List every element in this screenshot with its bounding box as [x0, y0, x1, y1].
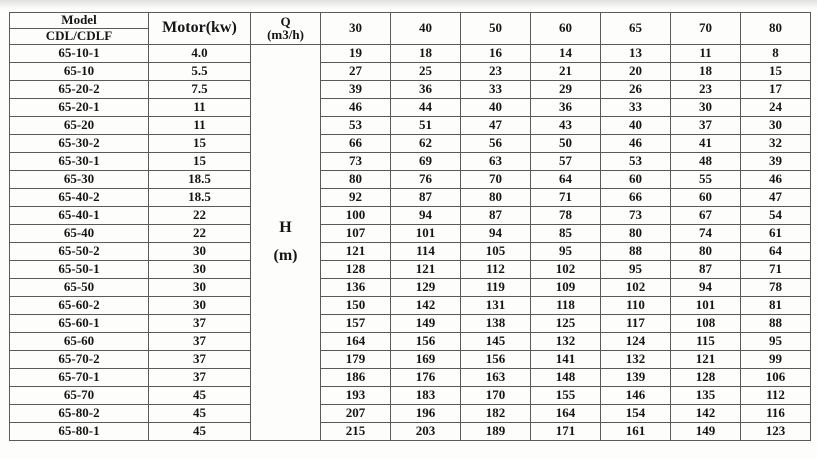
- head-value-cell: 69: [391, 152, 461, 170]
- head-value-cell: 112: [741, 386, 811, 404]
- head-value-cell: 189: [461, 422, 531, 440]
- head-value-cell: 215: [321, 422, 391, 440]
- table-body: [10, 44, 811, 440]
- head-value-cell: 51: [391, 116, 461, 134]
- head-value-cell: 78: [531, 206, 601, 224]
- flow-column-header: 50: [461, 13, 531, 45]
- head-value-cell: 164: [321, 332, 391, 350]
- head-unit: (m): [273, 247, 298, 265]
- motor-power-cell: 30: [149, 242, 251, 260]
- head-value-cell: 203: [391, 422, 461, 440]
- motor-power-cell: 45: [149, 404, 251, 422]
- head-value-cell: 102: [531, 260, 601, 278]
- model-cell: 65-80-1: [10, 422, 149, 440]
- head-value-cell: 48: [671, 152, 741, 170]
- head-value-cell: 171: [531, 422, 601, 440]
- head-value-cell: 101: [671, 296, 741, 314]
- head-value-cell: 142: [671, 404, 741, 422]
- table-row: [10, 422, 811, 440]
- motor-power-cell: 37: [149, 368, 251, 386]
- head-value-cell: 39: [321, 80, 391, 98]
- flow-column-header: 60: [531, 13, 601, 45]
- head-value-cell: 33: [601, 98, 671, 116]
- head-value-cell: 123: [741, 422, 811, 440]
- head-value-cell: 136: [321, 278, 391, 296]
- head-symbol: H: [279, 218, 292, 236]
- model-header-bottom: CDL/CDLF: [10, 28, 149, 44]
- head-value-cell: 78: [741, 278, 811, 296]
- head-value-cell: 132: [531, 332, 601, 350]
- head-value-cell: 73: [601, 206, 671, 224]
- model-cell: 65-70: [10, 386, 149, 404]
- table-row: [10, 296, 811, 314]
- head-value-cell: 85: [531, 224, 601, 242]
- head-value-cell: 40: [601, 116, 671, 134]
- head-value-cell: 100: [321, 206, 391, 224]
- head-value-cell: 106: [741, 368, 811, 386]
- model-cell: 65-10-1: [10, 44, 149, 62]
- head-value-cell: 121: [321, 242, 391, 260]
- motor-power-cell: 18.5: [149, 170, 251, 188]
- head-value-cell: 95: [531, 242, 601, 260]
- table-row: [10, 368, 811, 386]
- head-value-cell: 30: [671, 98, 741, 116]
- head-value-cell: 74: [671, 224, 741, 242]
- motor-power-cell: 22: [149, 224, 251, 242]
- head-value-cell: 149: [671, 422, 741, 440]
- model-cell: 65-30: [10, 170, 149, 188]
- model-cell: 65-40: [10, 224, 149, 242]
- head-value-cell: 125: [531, 314, 601, 332]
- model-cell: 65-30-2: [10, 134, 149, 152]
- head-value-cell: 87: [671, 260, 741, 278]
- head-value-cell: 94: [671, 278, 741, 296]
- motor-power-cell: 7.5: [149, 80, 251, 98]
- head-value-cell: 26: [601, 80, 671, 98]
- head-value-cell: 17: [741, 80, 811, 98]
- head-value-cell: 39: [741, 152, 811, 170]
- head-value-cell: 150: [321, 296, 391, 314]
- table-row: [10, 260, 811, 278]
- head-value-cell: 15: [741, 62, 811, 80]
- head-value-cell: 19: [321, 44, 391, 62]
- model-cell: 65-60: [10, 332, 149, 350]
- head-value-cell: 114: [391, 242, 461, 260]
- head-value-cell: 88: [741, 314, 811, 332]
- head-value-cell: 30: [741, 116, 811, 134]
- flow-unit: (m3/h): [267, 26, 304, 42]
- motor-power-cell: 37: [149, 350, 251, 368]
- table-row: [10, 44, 811, 62]
- head-value-cell: 102: [601, 278, 671, 296]
- motor-power-cell: 37: [149, 332, 251, 350]
- head-value-cell: 155: [531, 386, 601, 404]
- head-value-cell: 70: [461, 170, 531, 188]
- table-row: [10, 350, 811, 368]
- head-value-cell: 66: [601, 188, 671, 206]
- head-value-cell: 54: [741, 206, 811, 224]
- model-header-top: Model: [10, 13, 149, 29]
- head-value-cell: 95: [741, 332, 811, 350]
- head-value-cell: 21: [531, 62, 601, 80]
- head-value-cell: 80: [321, 170, 391, 188]
- head-value-cell: 170: [461, 386, 531, 404]
- motor-power-cell: 18.5: [149, 188, 251, 206]
- head-value-cell: 145: [461, 332, 531, 350]
- table-row: [10, 98, 811, 116]
- head-value-cell: 13: [601, 44, 671, 62]
- head-value-cell: 182: [461, 404, 531, 422]
- head-value-cell: 186: [321, 368, 391, 386]
- motor-power-cell: 45: [149, 386, 251, 404]
- head-value-cell: 193: [321, 386, 391, 404]
- head-value-cell: 80: [461, 188, 531, 206]
- table-row: [10, 188, 811, 206]
- head-value-cell: 25: [391, 62, 461, 80]
- head-value-cell: 154: [601, 404, 671, 422]
- table-row: [10, 224, 811, 242]
- table-header: [10, 13, 811, 45]
- head-value-cell: 110: [601, 296, 671, 314]
- head-value-cell: 135: [671, 386, 741, 404]
- table-row: [10, 116, 811, 134]
- head-value-cell: 157: [321, 314, 391, 332]
- head-value-cell: 60: [601, 170, 671, 188]
- head-value-cell: 80: [671, 242, 741, 260]
- head-value-cell: 142: [391, 296, 461, 314]
- head-value-cell: 23: [461, 62, 531, 80]
- head-value-cell: 60: [671, 188, 741, 206]
- head-value-cell: 87: [461, 206, 531, 224]
- table-row: [10, 332, 811, 350]
- head-value-cell: 141: [531, 350, 601, 368]
- model-cell: 65-40-2: [10, 188, 149, 206]
- table-row: [10, 152, 811, 170]
- head-value-cell: 36: [531, 98, 601, 116]
- head-value-cell: 37: [671, 116, 741, 134]
- head-value-cell: 36: [391, 80, 461, 98]
- head-value-cell: 109: [531, 278, 601, 296]
- flow-column-header: 30: [321, 13, 391, 45]
- head-value-cell: 27: [321, 62, 391, 80]
- motor-power-cell: 37: [149, 314, 251, 332]
- head-value-cell: 156: [391, 332, 461, 350]
- model-cell: 65-60-2: [10, 296, 149, 314]
- head-value-cell: 207: [321, 404, 391, 422]
- head-value-cell: 92: [321, 188, 391, 206]
- model-cell: 65-60-1: [10, 314, 149, 332]
- head-value-cell: 139: [601, 368, 671, 386]
- head-value-cell: 33: [461, 80, 531, 98]
- head-value-cell: 53: [321, 116, 391, 134]
- head-value-cell: 161: [601, 422, 671, 440]
- head-value-cell: 76: [391, 170, 461, 188]
- model-cell: 65-20-1: [10, 98, 149, 116]
- flow-column-header: 70: [671, 13, 741, 45]
- model-cell: 65-50-2: [10, 242, 149, 260]
- head-value-cell: 20: [601, 62, 671, 80]
- head-value-cell: 53: [601, 152, 671, 170]
- head-value-cell: 64: [531, 170, 601, 188]
- head-value-cell: 169: [391, 350, 461, 368]
- flow-column-header: 80: [741, 13, 811, 45]
- head-value-cell: 124: [601, 332, 671, 350]
- head-value-cell: 67: [671, 206, 741, 224]
- model-cell: 65-70-2: [10, 350, 149, 368]
- head-value-cell: 46: [321, 98, 391, 116]
- head-value-cell: 81: [741, 296, 811, 314]
- head-value-cell: 46: [601, 134, 671, 152]
- flow-symbol: Q: [280, 14, 291, 30]
- table-row: [10, 80, 811, 98]
- head-value-cell: 156: [461, 350, 531, 368]
- head-value-cell: 50: [531, 134, 601, 152]
- scan-artifact-streak: [0, 0, 817, 9]
- head-value-cell: 55: [671, 170, 741, 188]
- table-row: [10, 206, 811, 224]
- head-value-cell: 108: [671, 314, 741, 332]
- model-cell: 65-80-2: [10, 404, 149, 422]
- head-value-cell: 179: [321, 350, 391, 368]
- head-value-cell: 47: [461, 116, 531, 134]
- motor-power-cell: 30: [149, 260, 251, 278]
- motor-power-cell: 15: [149, 152, 251, 170]
- model-cell: 65-50: [10, 278, 149, 296]
- motor-power-cell: 11: [149, 116, 251, 134]
- head-value-cell: 101: [391, 224, 461, 242]
- header-row-top: [10, 13, 811, 29]
- head-value-cell: 128: [321, 260, 391, 278]
- head-value-cell: 112: [461, 260, 531, 278]
- model-cell: 65-30-1: [10, 152, 149, 170]
- head-value-cell: 56: [461, 134, 531, 152]
- flow-column-header: 65: [601, 13, 671, 45]
- head-value-cell: 46: [741, 170, 811, 188]
- motor-power-cell: 5.5: [149, 62, 251, 80]
- model-cell: 65-70-1: [10, 368, 149, 386]
- head-value-cell: 105: [461, 242, 531, 260]
- head-value-cell: 146: [601, 386, 671, 404]
- head-value-cell: 149: [391, 314, 461, 332]
- head-value-cell: 118: [531, 296, 601, 314]
- head-value-cell: 29: [531, 80, 601, 98]
- head-value-cell: 117: [601, 314, 671, 332]
- head-value-cell: 18: [671, 62, 741, 80]
- table-row: [10, 242, 811, 260]
- head-value-cell: 115: [671, 332, 741, 350]
- head-value-cell: 57: [531, 152, 601, 170]
- head-value-cell: 80: [601, 224, 671, 242]
- head-value-cell: 71: [741, 260, 811, 278]
- head-value-cell: 128: [671, 368, 741, 386]
- motor-power-cell: 30: [149, 278, 251, 296]
- motor-power-cell: 30: [149, 296, 251, 314]
- head-value-cell: 24: [741, 98, 811, 116]
- head-value-cell: 44: [391, 98, 461, 116]
- head-value-cell: 8: [741, 44, 811, 62]
- table-row: [10, 170, 811, 188]
- table-row: [10, 62, 811, 80]
- motor-header: Motor(kw): [149, 13, 251, 45]
- flow-header: [251, 13, 321, 45]
- head-value-cell: 41: [671, 134, 741, 152]
- head-value-cell: 183: [391, 386, 461, 404]
- head-value-cell: 14: [531, 44, 601, 62]
- head-value-cell: 88: [601, 242, 671, 260]
- head-value-cell: 148: [531, 368, 601, 386]
- head-value-cell: 163: [461, 368, 531, 386]
- head-value-cell: 99: [741, 350, 811, 368]
- head-value-cell: 107: [321, 224, 391, 242]
- head-value-cell: 87: [391, 188, 461, 206]
- head-value-cell: 95: [601, 260, 671, 278]
- motor-power-cell: 4.0: [149, 44, 251, 62]
- motor-power-cell: 45: [149, 422, 251, 440]
- head-value-cell: 129: [391, 278, 461, 296]
- head-value-cell: 94: [391, 206, 461, 224]
- head-value-cell: 40: [461, 98, 531, 116]
- head-value-cell: 116: [741, 404, 811, 422]
- head-value-cell: 138: [461, 314, 531, 332]
- head-value-cell: 121: [671, 350, 741, 368]
- model-cell: 65-50-1: [10, 260, 149, 278]
- table-row: [10, 314, 811, 332]
- motor-power-cell: 15: [149, 134, 251, 152]
- model-cell: 65-10: [10, 62, 149, 80]
- head-value-cell: 196: [391, 404, 461, 422]
- head-value-cell: 71: [531, 188, 601, 206]
- head-value-cell: 121: [391, 260, 461, 278]
- head-value-cell: 94: [461, 224, 531, 242]
- motor-power-cell: 22: [149, 206, 251, 224]
- head-value-cell: 63: [461, 152, 531, 170]
- model-cell: 65-40-1: [10, 206, 149, 224]
- table-row: [10, 386, 811, 404]
- head-value-cell: 16: [461, 44, 531, 62]
- motor-power-cell: 11: [149, 98, 251, 116]
- head-value-cell: 62: [391, 134, 461, 152]
- head-value-cell: 73: [321, 152, 391, 170]
- head-value-cell: 43: [531, 116, 601, 134]
- model-cell: 65-20-2: [10, 80, 149, 98]
- flow-column-header: 40: [391, 13, 461, 45]
- head-value-cell: 23: [671, 80, 741, 98]
- head-value-cell: 176: [391, 368, 461, 386]
- pump-head-spec-table: [9, 12, 811, 441]
- head-value-cell: 18: [391, 44, 461, 62]
- head-value-cell: 164: [531, 404, 601, 422]
- model-cell: 65-20: [10, 116, 149, 134]
- head-value-cell: 61: [741, 224, 811, 242]
- head-value-cell: 131: [461, 296, 531, 314]
- head-value-cell: 47: [741, 188, 811, 206]
- head-value-cell: 32: [741, 134, 811, 152]
- head-unit-cell: [251, 44, 321, 440]
- head-value-cell: 132: [601, 350, 671, 368]
- table-row: [10, 404, 811, 422]
- head-value-cell: 119: [461, 278, 531, 296]
- table-row: [10, 278, 811, 296]
- table-row: [10, 134, 811, 152]
- head-value-cell: 11: [671, 44, 741, 62]
- head-value-cell: 66: [321, 134, 391, 152]
- head-value-cell: 64: [741, 242, 811, 260]
